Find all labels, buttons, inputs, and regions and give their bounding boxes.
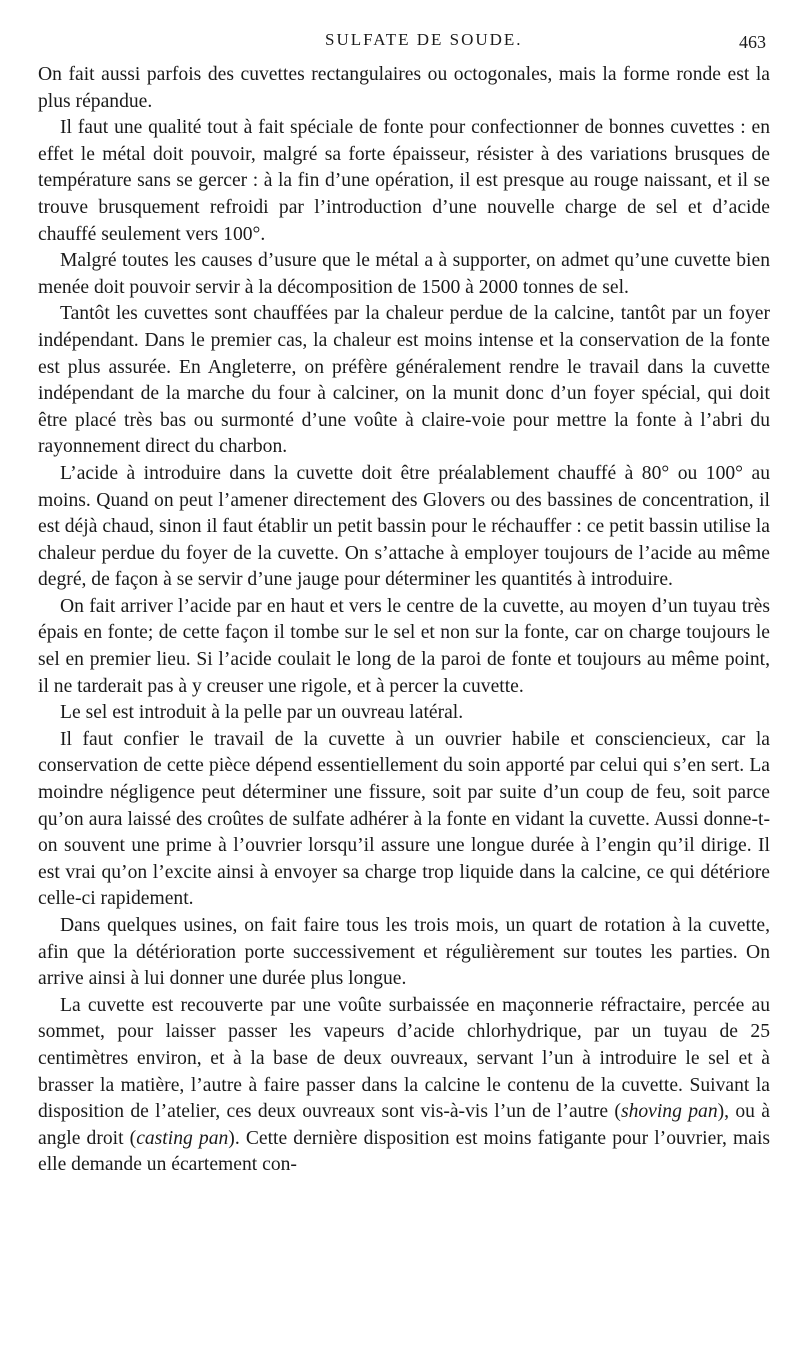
paragraph: Dans quelques usines, on fait faire tous les trois mois, un quart de rotation à la cuvette, afin que la détérioration porte successivement et régulièrement sur toutes les parties. On arrive ainsi à lui donner une durée plus longue. [38,915,770,990]
paragraph: Le sel est introduit à la pelle par un ouvreau latéral. [60,702,464,724]
text-run: ). Cette dernière disposition est moins fatigante pour l’ouvrier, mais elle demande un écartement con- [38,1127,771,1176]
page-number: 463 [739,32,766,52]
running-title: SULFATE DE SOUDE. [325,30,523,49]
italic-term: casting pan [136,1127,229,1149]
text-run: La cuvette est recouverte par une voûte surbaissée en maçonnerie réfractaire, percée au sommet, pour laisser passer les vapeurs d’acide chlorhydrique, par un tuyau de 25 centimètres environ, et à la base de deux ouvreaux, servant l’un à introduire le sel et à brasser la matière, l’autre à faire passer dans la calcine le contenu de la cuvette. Suivant la disposition de l’atelier, ces deux ouvreaux sont vis-à-vis l’un de l’autre ( [38,994,770,1123]
italic-term: shoving pan [620,1101,718,1123]
paragraph: Il faut confier le travail de la cuvette à un ouvrier habile et consciencieux, car la conservation de cette pièce dépend essentiellement du soin apporté par celui qui s’en sert. La moindre négligence peut déterminer une fissure, soit par suite d’un coup de feu, soit parce qu’on aura laissé des croûtes de sulfate adhérer à la fonte en vidant la cuvette. Aussi donne-t-on souvent une prime à l’ouvrier lorsqu’il assure une longue durée à l’engin qu’il dirige. Il est vrai qu’on l’excite ainsi à envoyer sa charge trop liquide dans la calcine, ce qui détériore celle-ci rapidement. [38,728,770,910]
paragraph-last [38,993,770,1179]
paragraph: Malgré toutes les causes d’usure que le métal a à supporter, on admet qu’une cuvette bien menée doit pouvoir servir à la décomposition de 1500 à 2000 tonnes de sel. [38,250,770,298]
text-run: ), ou à angle droit ( [38,1101,770,1149]
page-header [0,30,800,54]
body-text [38,62,770,1179]
paragraph: Il faut une qualité tout à fait spéciale de fonte pour confectionner de bonnes cuvettes : en effet le métal doit pouvoir, malgré sa forte épaisseur, résister à des variations brusques de température sans se gercer : à la fin d’une opération, il est presque au rouge naissant, et il se trouve brusquement refroidi par l’introduction d’une nouvelle charge de sel et d’acide chauffé seulement vers 100°. [38,117,770,245]
paragraph: On fait aussi parfois des cuvettes rectangulaires ou octogonales, mais la forme ronde est la plus répandue. [38,64,770,112]
paragraph: On fait arriver l’acide par en haut et vers le centre de la cuvette, au moyen d’un tuyau très épais en fonte; de cette façon il tombe sur le sel et non sur la fonte, car on charge toujours le sel en premier lieu. Si l’acide coulait le long de la paroi de fonte et toujours au même point, il ne tarderait pas à y creuser une rigole, et à percer la cuvette. [38,595,770,697]
paragraph: L’acide à introduire dans la cuvette doit être préalablement chauffé à 80° ou 100° au moins. Quand on peut l’amener directement des Glovers ou des bassines de concentration, il est déjà chaud, sinon il faut établir un petit bassin pour le réchauffer : ce petit bassin utilise la chaleur perdue du foyer de la cuvette. On s’attache à employer toujours de l’acide au même degré, de façon à se servir d’une jauge pour déterminer les quantités à introduire. [38,462,770,591]
paragraph: Tantôt les cuvettes sont chauffées par la chaleur perdue de la calcine, tantôt par un foyer indépendant. Dans le premier cas, la chaleur est moins intense et la conservation de la fonte est plus assurée. En Angleterre, on préfère généralement rendre le travail dans la cuvette indépendant de la marche du four à calciner, on la munit donc d’un foyer spécial, qui doit être placé très bas ou surmonté d’une voûte à claire-voie pour mettre la fonte à l’abri du rayonnement direct du charbon. [38,303,770,458]
